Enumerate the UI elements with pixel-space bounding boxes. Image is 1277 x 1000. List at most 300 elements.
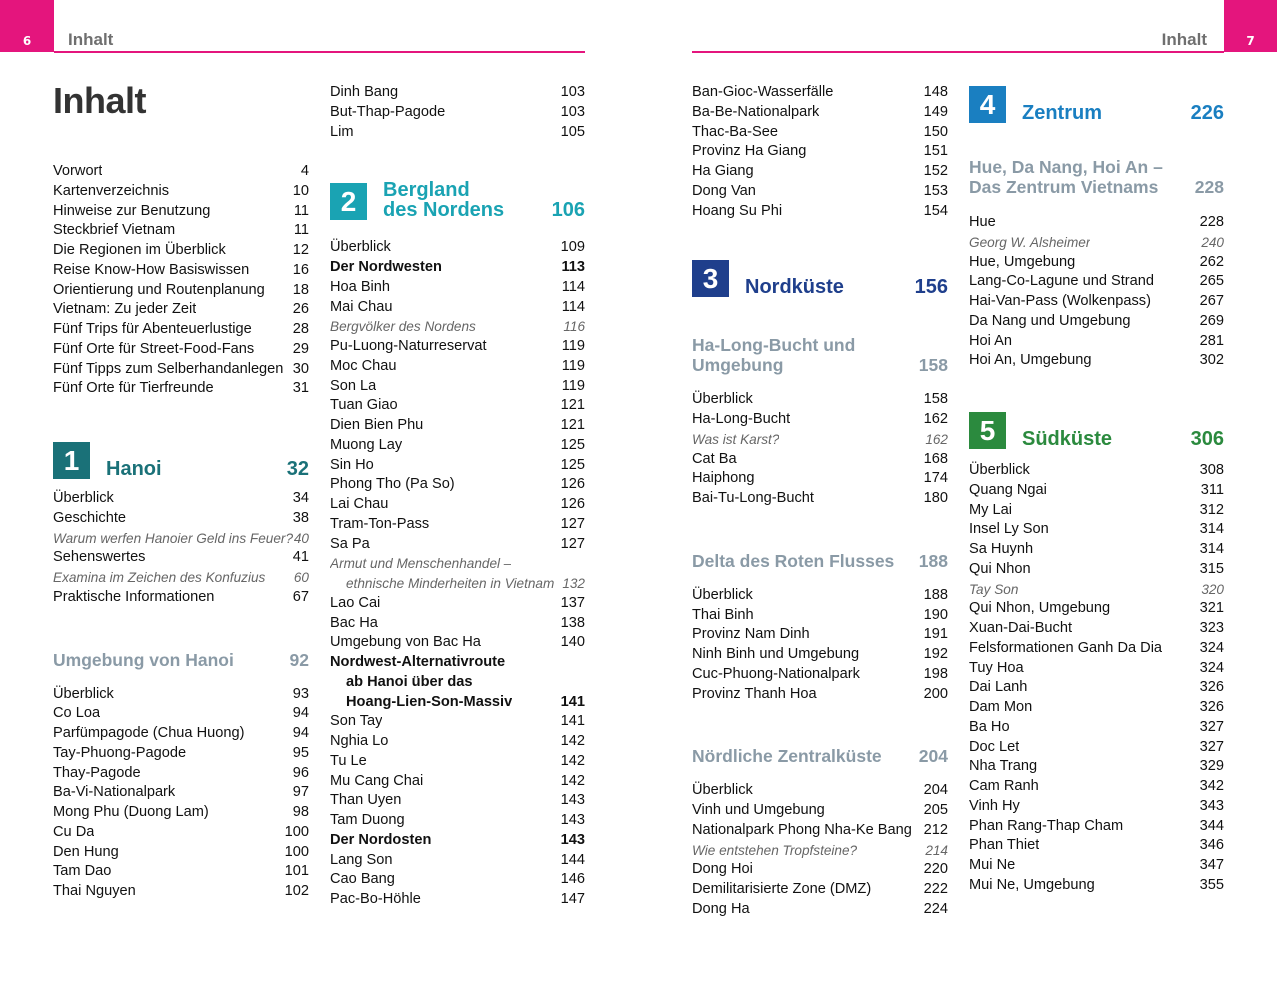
toc-entry-page: 168 [923,450,948,467]
toc-entry-title: Hue, Umgebung [969,253,1076,270]
subsection-heading-halong[interactable] [692,335,948,375]
toc-entry[interactable] [692,645,948,665]
toc-entry-page: 205 [923,802,948,818]
toc-entry-title: Dien Bien Phu [330,417,424,433]
toc-entry-page: 142 [560,772,585,789]
toc-entry[interactable] [330,653,585,673]
toc-entry-page: 212 [923,821,948,838]
toc-entry-title: Hoi An, Umgebung [969,352,1092,369]
toc-entry-title: Haiphong [692,470,755,487]
toc-entry-title: Fünf Trips für Abenteuerlustige [53,321,252,337]
toc-entry-page: 138 [560,614,585,631]
toc-entry[interactable] [692,625,948,645]
toc-entry-title: Überblick [969,462,1030,478]
toc-entry[interactable] [53,360,309,380]
toc-entry[interactable] [692,123,948,143]
toc-entry-title: Warum werfen Hanoier Geld ins Feuer? [53,530,294,546]
page-header-right: Inhalt [1161,30,1207,49]
toc-entry[interactable] [330,357,585,377]
subsection-title: Delta des Roten Flusses [692,550,895,571]
toc-entry[interactable] [692,489,948,509]
toc-entry[interactable] [692,801,948,821]
toc-entry-page: 11 [293,222,309,239]
toc-entry[interactable] [330,673,585,693]
toc-entry-page: 143 [560,792,585,809]
toc-entry-title: Cuc-Phuong-Nationalpark [692,665,860,682]
toc-entry[interactable] [969,698,1224,718]
toc-entry[interactable] [330,574,585,594]
toc-entry[interactable] [53,548,309,568]
toc-entry[interactable] [969,797,1224,817]
toc-entry[interactable] [330,475,585,495]
toc-entry[interactable] [330,396,585,416]
subsection-title: Umgebung von Hanoi [53,649,234,670]
chapter-page: 306 [1190,428,1224,450]
toc-entry-page: 262 [1199,253,1224,270]
chapter-2-entries [330,238,585,910]
toc-entry-title: Der Nordwesten [330,259,442,275]
toc-entry[interactable] [692,665,948,685]
toc-entry[interactable] [692,450,948,470]
chapter-5-heading[interactable] [969,409,1224,449]
toc-entry-title: Ha Giang [692,163,754,179]
toc-entry-page: 191 [923,626,948,643]
toc-entry[interactable] [330,238,585,258]
toc-entry-page: 355 [1199,876,1224,893]
subsection-heading-hue[interactable] [969,157,1224,197]
subsection-title-line-1: Hue, Da Nang, Hoi An – [969,157,1163,177]
chapter-3-heading[interactable] [692,257,948,297]
toc-entry-title: Lang Son [330,851,393,868]
toc-entry-title: Steckbrief Vietnam [53,222,176,239]
toc-entry-title: Bai-Tu-Long-Bucht [692,490,814,506]
toc-entry[interactable] [330,123,585,143]
toc-entry[interactable] [53,261,309,281]
toc-entry-page: 148 [923,84,948,100]
toc-entry-title: Überblick [692,586,753,603]
toc-entry[interactable] [330,456,585,476]
toc-entry-page: 142 [560,752,585,769]
toc-entry[interactable] [330,594,585,614]
toc-entry-title: Qui Nhon [969,560,1031,577]
toc-entry-page: 324 [1199,659,1224,676]
toc-entry[interactable] [330,554,585,574]
chapter-4-heading[interactable] [969,83,1224,123]
toc-entry-title: Lang-Co-Lagune und Strand [969,273,1154,290]
toc-entry[interactable] [330,298,585,318]
toc-entry-page: 127 [560,535,585,552]
toc-entry[interactable] [692,430,948,450]
toc-entry[interactable] [969,836,1224,856]
toc-entry-page: 119 [561,357,585,374]
toc-entry[interactable] [692,469,948,489]
toc-entry[interactable] [330,890,585,910]
toc-entry[interactable] [53,568,309,588]
page-number-right [1224,0,1277,52]
toc-entry[interactable] [692,781,948,801]
toc-entry[interactable] [969,659,1224,679]
subsection-page: 228 [1194,177,1224,197]
toc-entry-title: Dong Van [692,182,756,199]
toc-entry[interactable] [969,272,1224,292]
toc-entry-title: Vietnam: Zu jeder Zeit [53,301,197,318]
toc-entry[interactable] [969,619,1224,639]
toc-entry-page: 151 [923,143,948,160]
toc-entry-title: Doc Let [969,738,1020,755]
toc-entry[interactable] [692,83,948,103]
toc-entry-page: 314 [1199,541,1224,557]
toc-entry-page: 100 [284,843,309,860]
toc-entry[interactable] [692,606,948,626]
toc-entry[interactable] [969,678,1224,698]
toc-entry[interactable] [692,410,948,430]
toc-entry[interactable] [330,416,585,436]
toc-entry-page: 38 [292,509,309,526]
toc-entry-page: 18 [292,281,309,298]
toc-entry-page: 347 [1199,857,1224,873]
toc-entry[interactable] [53,744,309,764]
toc-entry-page: 96 [292,764,309,781]
toc-entry[interactable] [330,851,585,871]
toc-entry-title: Hoang Su Phi [692,202,783,219]
page-number-right-text: 7 [1246,34,1255,48]
toc-entry[interactable] [53,588,309,608]
toc-entry-page: 308 [1199,462,1224,478]
toc-entry[interactable] [53,162,309,182]
chapter-title: Zentrum [1022,102,1102,124]
toc-entry[interactable] [330,317,585,337]
toc-entry-page: 26 [292,301,309,318]
toc-entry-title: Demilitarisierte Zone (DMZ) [692,881,872,897]
chapter-title: Südküste [1022,428,1113,450]
page-number-left [0,0,54,52]
chapter-1-heading[interactable] [53,439,309,479]
toc-entry-title: Ba-Vi-Nationalpark [53,784,176,801]
toc-entry[interactable] [330,791,585,811]
toc-entry-page: 314 [1199,521,1224,538]
toc-entry-page: 222 [923,881,948,897]
toc-entry[interactable] [330,258,585,278]
toc-entry-page: 119 [561,377,585,394]
toc-entry[interactable] [53,803,309,823]
toc-entry-title: Dong Hoi [692,861,753,878]
toc-entry-page: 41 [292,549,309,566]
toc-entry[interactable] [330,772,585,792]
toc-entry[interactable] [692,880,948,900]
toc-entry[interactable] [330,712,585,732]
toc-entry[interactable] [692,586,948,606]
toc-entry[interactable] [330,103,585,123]
toc-entry-title: Sa Pa [330,535,370,552]
toc-entry[interactable] [53,300,309,320]
toc-entry-page: 11 [293,202,309,219]
toc-entry[interactable] [53,202,309,222]
toc-entry[interactable] [53,182,309,202]
toc-entry-page: 326 [1199,679,1224,696]
subsection-heading-hanoi-env[interactable] [53,646,309,670]
subsection-title: Nördliche Zentralküste [692,746,882,767]
toc-entry-page: 137 [560,594,585,611]
toc-entry-page: 102 [284,883,309,899]
toc-entry[interactable] [969,876,1224,896]
toc-entry[interactable] [53,724,309,744]
toc-entry-page: 101 [284,863,309,880]
toc-entry[interactable] [969,738,1224,758]
toc-entry-title: Hinweise zur Benutzung [53,202,211,219]
toc-entry[interactable] [330,495,585,515]
toc-entry[interactable] [969,292,1224,312]
toc-entry-page: 113 [561,259,585,275]
page-header-left: Inhalt [68,30,114,49]
toc-entry[interactable] [692,142,948,162]
toc-entry[interactable] [692,103,948,123]
toc-entry[interactable] [330,633,585,653]
toc-entry[interactable] [330,278,585,298]
toc-entry-title: Mu Cang Chai [330,772,424,789]
toc-entry-title: My Lai [969,501,1012,518]
toc-entry[interactable] [969,332,1224,352]
toc-entry-title: Überblick [692,782,753,799]
chapter-title: Hanoi [106,458,162,480]
toc-entry[interactable] [53,764,309,784]
toc-column-3 [692,83,948,920]
chapter-title: Nordküste [745,276,844,299]
toc-entry-title: Praktische Informationen [53,588,215,605]
col2-top-entries [330,83,585,142]
toc-entry-title: Überblick [53,685,114,702]
toc-entry[interactable] [969,213,1224,233]
toc-entry[interactable] [330,732,585,752]
subsection-heading-delta[interactable] [692,547,948,571]
toc-entry-title: Examina im Zeichen des Konfuzius [53,570,266,585]
toc-entry[interactable] [330,811,585,831]
toc-entry[interactable] [53,704,309,724]
toc-entry[interactable] [692,900,948,920]
toc-entry-page: 95 [292,744,309,761]
toc-entry[interactable] [969,520,1224,540]
toc-entry-page: 150 [923,123,948,140]
toc-entry-title: Die Regionen im Überblick [53,242,226,258]
toc-entry[interactable] [969,233,1224,253]
toc-entry-page: 114 [561,298,585,315]
toc-entry[interactable] [692,841,948,861]
toc-entry-title: Tuy Hoa [969,659,1024,676]
toc-entry[interactable] [53,281,309,301]
toc-entry-page: 28 [292,321,309,337]
toc-entry[interactable] [969,253,1224,273]
toc-entry-page: 125 [560,436,585,453]
toc-entry[interactable] [53,241,309,261]
toc-entry[interactable] [692,860,948,880]
toc-entry-page: 315 [1199,560,1224,577]
toc-entry-page: 97 [292,784,309,801]
toc-entry-page: 141 [560,693,585,710]
toc-entry-page: 265 [1199,273,1224,290]
toc-entry-page: 31 [292,380,309,397]
toc-entry-page: 267 [1199,293,1224,309]
toc-entry-page: 98 [292,804,309,820]
toc-entry[interactable] [969,856,1224,876]
toc-entry[interactable] [969,481,1224,501]
toc-entry[interactable] [53,379,309,399]
toc-entry-title: Bac Ha [330,614,378,631]
toc-entry-page: 162 [925,431,948,447]
toc-entry[interactable] [53,843,309,863]
toc-entry-title: Vorwort [53,163,103,179]
toc-entry-title: Phan Thiet [969,837,1040,854]
toc-entry[interactable] [692,182,948,202]
page-title: Inhalt [53,80,146,121]
toc-entry-page: 141 [560,713,585,730]
toc-entry[interactable] [330,752,585,772]
toc-entry-page: 321 [1199,600,1224,617]
toc-entry-title: Cu Da [53,823,95,840]
toc-entry-title: Ba-Be-Nationalpark [692,103,820,120]
toc-entry-title: Mong Phu (Duong Lam) [53,804,209,820]
toc-entry[interactable] [53,529,309,549]
subsection-page: 92 [289,649,309,670]
page-number-left-text: 6 [22,34,32,48]
toc-entry[interactable] [969,560,1224,580]
toc-entry[interactable] [53,320,309,340]
toc-entry[interactable] [969,757,1224,777]
toc-entry[interactable] [969,351,1224,371]
toc-entry-title: Den Hung [53,843,119,860]
toc-entry-page: 119 [561,338,585,354]
toc-entry[interactable] [53,340,309,360]
toc-entry-page: 153 [923,182,948,199]
toc-entry[interactable] [969,639,1224,659]
subsection-heading-central-north[interactable] [692,742,948,766]
toc-entry-title: Son La [330,377,377,394]
toc-entry[interactable] [969,817,1224,837]
toc-entry-title: Da Nang und Umgebung [969,312,1131,329]
toc-entry[interactable] [330,337,585,357]
toc-entry-title: Mai Chau [330,298,393,315]
toc-entry[interactable] [53,685,309,705]
toc-entry-title: Muong Lay [330,436,403,453]
toc-entry-title: Überblick [692,391,753,408]
toc-entry-page: 126 [560,476,585,493]
toc-entry-title: Überblick [330,239,391,256]
toc-entry[interactable] [969,540,1224,560]
toc-entry-title: Fünf Orte für Street-Food-Fans [53,340,255,357]
toc-entry[interactable] [969,461,1224,481]
toc-entry-title: Bergvölker des Nordens [330,319,476,335]
col3-top-entries [692,83,948,221]
toc-entry-page: 320 [1201,581,1224,597]
toc-entry-title: Thai Nguyen [53,883,136,899]
toc-entry-title: Vinh Hy [969,797,1020,814]
toc-entry-title: Nationalpark Phong Nha-Ke Bang [692,821,912,838]
toc-entry[interactable] [330,831,585,851]
toc-entry-page: 60 [293,570,309,585]
toc-entry-page: 329 [1199,758,1224,775]
toc-entry-title: Wie entstehen Tropfsteine? [692,842,858,858]
toc-entry[interactable] [330,515,585,535]
toc-entry-page: 281 [1199,332,1224,349]
toc-entry-title: Hue [969,214,996,230]
subsection-page: 158 [918,355,948,376]
toc-entry[interactable] [330,436,585,456]
toc-entry-title: Reise Know-How Basiswissen [53,261,250,278]
toc-entry[interactable] [330,83,585,103]
toc-entry-title: Parfümpagode (Chua Huong) [53,725,245,741]
toc-entry[interactable] [969,777,1224,797]
toc-entry[interactable] [53,823,309,843]
halong-entries [692,390,948,509]
toc-entry-page: 94 [292,725,309,741]
toc-entry-page: 67 [292,588,309,605]
toc-entry[interactable] [330,693,585,713]
subsection-page: 188 [918,550,948,571]
toc-entry-page: 4 [300,163,309,179]
toc-entry-title: Sin Ho [330,456,374,473]
subsection-page: 204 [918,746,948,767]
toc-entry-page: 140 [560,634,585,651]
toc-entry[interactable] [53,489,309,509]
toc-entry-page: 105 [560,123,585,140]
toc-entry[interactable] [330,535,585,555]
toc-entry[interactable] [969,580,1224,600]
toc-entry-title: Tay Son [969,581,1019,597]
toc-entry-page: 327 [1199,718,1224,735]
toc-entry-title: Pu-Luong-Naturreservat [330,338,487,354]
toc-entry[interactable] [53,862,309,882]
toc-entry[interactable] [53,882,309,902]
toc-entry[interactable] [969,599,1224,619]
chapter-page: 106 [551,199,585,222]
toc-entry-page: 146 [560,871,585,888]
toc-entry[interactable] [692,202,948,222]
toc-entry-page: 116 [563,319,585,335]
toc-entry-page: 30 [292,360,309,377]
toc-entry-page: 302 [1199,352,1224,369]
toc-entry[interactable] [692,685,948,705]
toc-entry-title: Thac-Ba-See [692,123,778,140]
toc-entry-page: 204 [923,782,948,799]
toc-entry[interactable] [692,162,948,182]
toc-entry-page: 121 [560,397,585,414]
toc-entry-page: 323 [1199,620,1224,636]
toc-entry[interactable] [969,501,1224,521]
toc-entry[interactable] [330,377,585,397]
chapter-title-line-2: des Nordens [383,199,505,222]
toc-entry[interactable] [969,718,1224,738]
toc-entry-page: 143 [560,831,585,848]
toc-entry-page: 94 [292,705,309,722]
toc-entry-title: Nghia Lo [330,733,389,749]
chapter-page: 156 [914,276,948,299]
toc-entry[interactable] [330,614,585,634]
toc-entry-page: 162 [923,411,948,427]
toc-entry[interactable] [692,821,948,841]
toc-entry[interactable] [53,221,309,241]
toc-entry[interactable] [692,390,948,410]
toc-entry[interactable] [330,870,585,890]
toc-entry-title: Hai-Van-Pass (Wolkenpass) [969,293,1151,309]
chapter-2-heading[interactable] [330,180,585,220]
toc-entry[interactable] [53,783,309,803]
toc-entry[interactable] [53,509,309,529]
toc-entry-page: 312 [1199,501,1224,518]
chapter-page: 32 [286,458,309,480]
toc-entry[interactable] [969,312,1224,332]
toc-entry-page: 142 [560,733,585,749]
toc-entry-title: Cat Ba [692,450,737,467]
toc-entry-page: 220 [923,861,948,878]
chapter-1-entries [53,489,309,608]
